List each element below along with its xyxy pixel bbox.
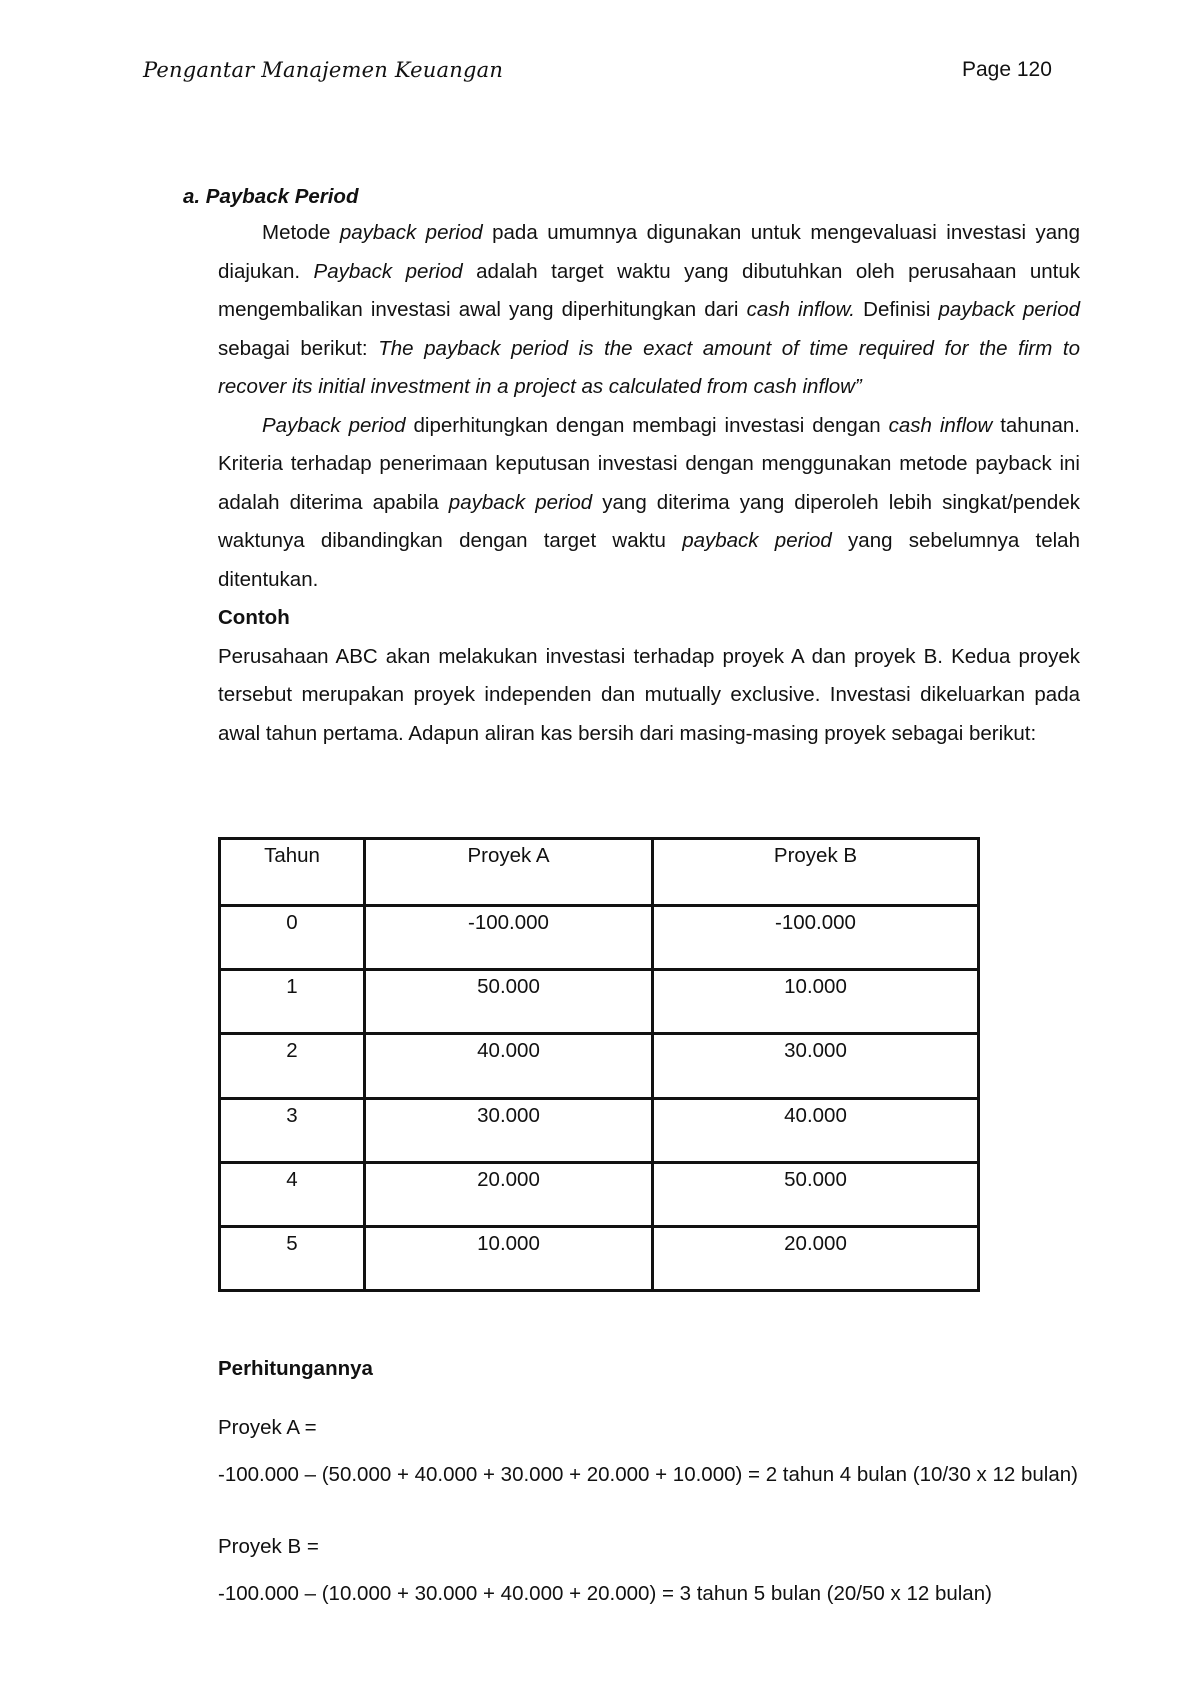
project-a-label: Proyek A = (218, 1416, 317, 1439)
table-cell: 3 (220, 1098, 365, 1162)
table-cell: 20.000 (365, 1162, 653, 1226)
table-cell: -100.000 (365, 906, 653, 970)
project-b-formula: -100.000 – (10.000 + 30.000 + 40.000 + 20.000) = 3 tahun 5 bulan (20/50 x 12 bulan) (218, 1582, 992, 1605)
section-heading: a. Payback Period (183, 185, 359, 208)
cash-flow-table (218, 837, 980, 1292)
column-header: Proyek B (653, 839, 979, 906)
column-header: Proyek A (365, 839, 653, 906)
table-cell: 2 (220, 1034, 365, 1098)
table-cell: 40.000 (365, 1034, 653, 1098)
table-row (220, 1162, 979, 1226)
table-cell: 10.000 (653, 970, 979, 1034)
table-cell: 0 (220, 906, 365, 970)
table-cell: 30.000 (653, 1034, 979, 1098)
example-text: Perusahaan ABC akan melakukan investasi terhadap proyek A dan proyek B. Kedua proyek tersebut merupakan proyek independen dan mutually exclusive. Investasi dikeluarkan pada awal tahun pertama. Adapun aliran kas bersih dari masing-masing proyek sebagai berikut: (218, 644, 1080, 745)
table-cell: 1 (220, 970, 365, 1034)
table-cell: 50.000 (653, 1162, 979, 1226)
table-row (220, 1098, 979, 1162)
table-row (220, 1226, 979, 1290)
project-a-formula: -100.000 – (50.000 + 40.000 + 30.000 + 20.000 + 10.000) = 2 tahun 4 bulan (10/30 x 12 bulan) (218, 1463, 1078, 1486)
example-heading: Contoh (218, 606, 290, 629)
table-cell: 50.000 (365, 970, 653, 1034)
page-number: Page 120 (962, 58, 1052, 81)
table-row (220, 1034, 979, 1098)
table-cell: 40.000 (653, 1098, 979, 1162)
calculation-heading: Perhitungannya (218, 1357, 373, 1380)
table-row (220, 906, 979, 970)
paragraph-criteria: Payback period diperhitungkan dengan membagi investasi dengan cash inflow tahunan. Kriteria terhadap penerimaan keputusan investasi dengan menggunakan metode payback ini adalah diterima apabila payback period yang diterima yang diperoleh lebih singkat/pendek waktunya dibandingkan dengan target waktu payback period yang sebelumnya telah ditentukan. (218, 413, 1080, 591)
paragraph-definition: Metode payback period pada umumnya digunakan untuk mengevaluasi investasi yang diajukan. Payback period adalah target waktu yang dibutuhkan oleh perusahaan untuk mengembalikan investasi awal yang diperhitungkan dari cash inflow. Definisi payback period sebagai berikut: The payback period is the exact amount of time required for the firm to recover its initial investment in a project as calculated from cash inflow” (218, 221, 1080, 398)
table-cell: 4 (220, 1162, 365, 1226)
table-row (220, 970, 979, 1034)
project-b-label: Proyek B = (218, 1535, 319, 1558)
table-cell: 5 (220, 1226, 365, 1290)
table-cell: 10.000 (365, 1226, 653, 1290)
body-text (218, 214, 1080, 753)
table-cell: 20.000 (653, 1226, 979, 1290)
table-cell: -100.000 (653, 906, 979, 970)
table-cell: 30.000 (365, 1098, 653, 1162)
book-title: Pengantar Manajemen Keuangan (143, 58, 504, 82)
table-header-row (220, 839, 979, 906)
column-header: Tahun (220, 839, 365, 906)
